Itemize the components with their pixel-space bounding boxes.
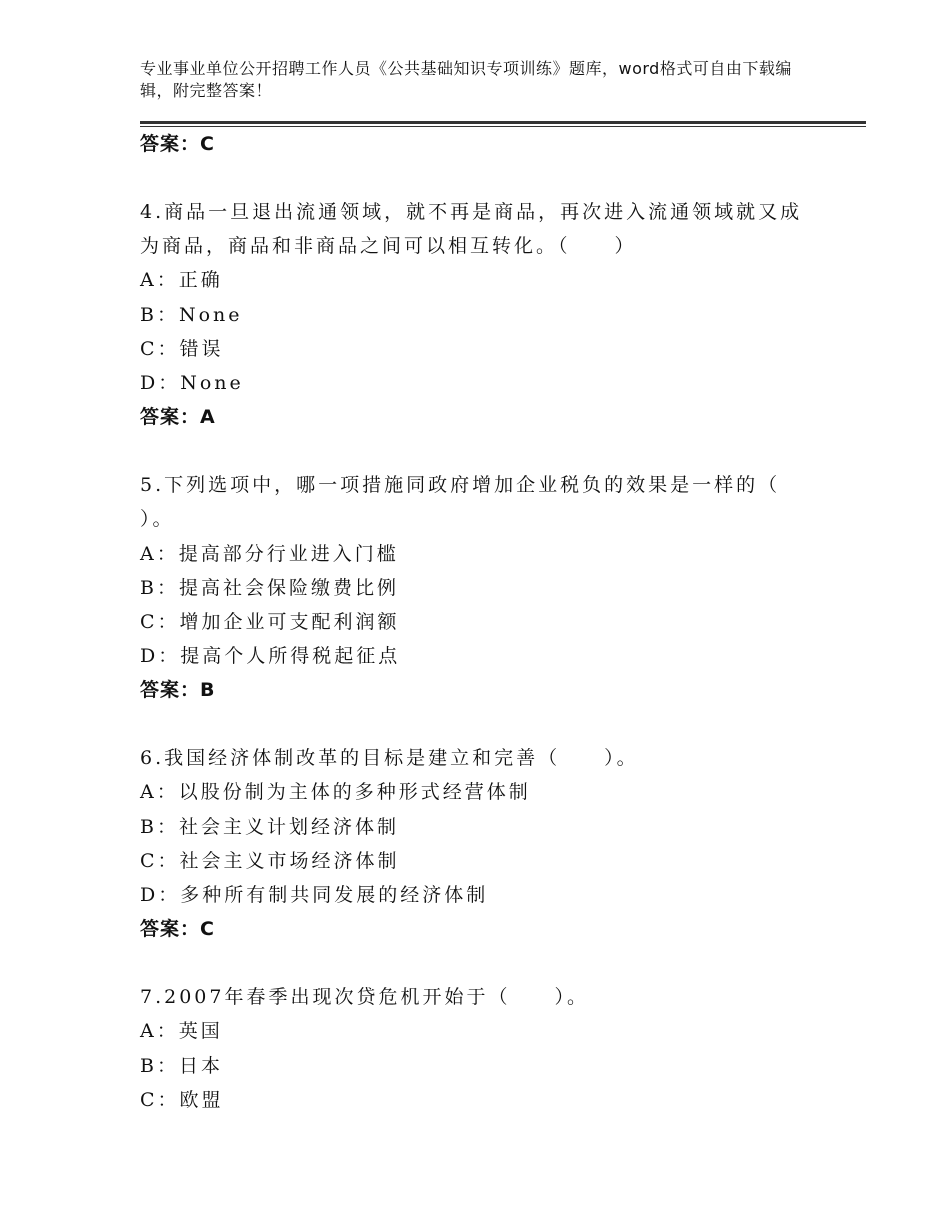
question-stem: 4.商品一旦退出流通领域，就不再是商品，再次进入流通领域就又成	[140, 201, 803, 223]
option-c: C：错误	[140, 337, 224, 360]
question-4	[140, 195, 820, 434]
answer-label: 答案：B	[140, 679, 216, 702]
option-d: D：提高个人所得税起征点	[140, 645, 401, 668]
question-stem: 5.下列选项中，哪一项措施同政府增加企业税负的效果是一样的（	[140, 474, 781, 497]
option-d: D：None	[140, 371, 244, 394]
option-b: B：社会主义计划经济体制	[140, 815, 399, 838]
option-b: B：None	[140, 303, 243, 326]
option-b: B：日本	[140, 1054, 223, 1077]
answer-label: 答案：C	[140, 133, 215, 155]
answer-label: 答案：C	[140, 918, 215, 941]
option-a: A：提高部分行业进入门槛	[140, 542, 399, 565]
question-stem: 6.我国经济体制改革的目标是建立和完善（ ）。	[140, 747, 639, 770]
question-5	[140, 468, 820, 707]
option-a: A：英国	[140, 1020, 223, 1043]
option-c: C：欧盟	[140, 1088, 224, 1111]
page-header: 专业事业单位公开招聘工作人员《公共基础知识专项训练》题库，word格式可自由下载编辑，附完整答案！	[140, 59, 792, 100]
option-b: B：提高社会保险缴费比例	[140, 576, 399, 599]
option-c: C：社会主义市场经济体制	[140, 849, 400, 872]
question-7	[140, 980, 820, 1117]
question-stem: 7.2007年春季出现次贷危机开始于（ ）。	[140, 986, 589, 1009]
header-rule-thick	[140, 121, 866, 124]
option-a: A：正确	[140, 269, 223, 292]
question-list	[140, 127, 820, 1117]
question-stem: 为商品，商品和非商品之间可以相互转化。（ ）	[140, 235, 637, 258]
option-d: D：多种所有制共同发展的经济体制	[140, 884, 489, 906]
question-stem: ）。	[140, 508, 175, 531]
option-c: C：增加企业可支配利润额	[140, 610, 400, 633]
question-6	[140, 741, 820, 946]
option-a: A：以股份制为主体的多种形式经营体制	[140, 781, 531, 804]
answer-label: 答案：A	[140, 406, 216, 429]
